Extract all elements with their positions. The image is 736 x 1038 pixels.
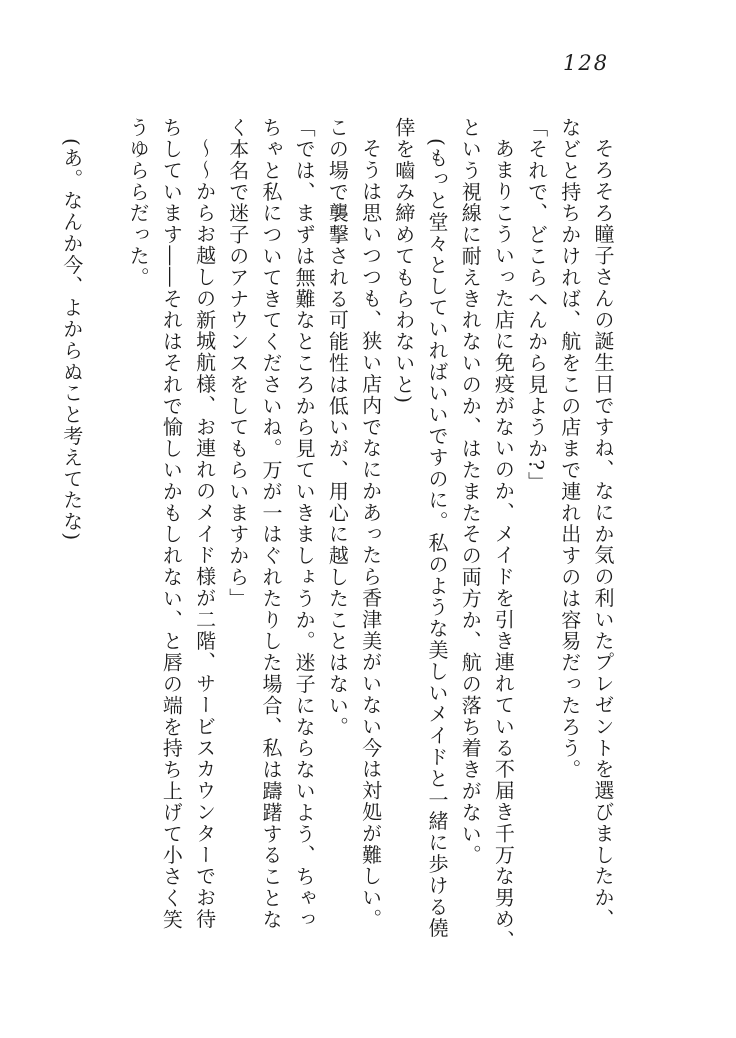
text-line: この場で襲撃される可能性は低いが、用心に越したことはない。 — [325, 117, 350, 738]
text-line: という視線に耐えきれないのか、はたまたその両方か、航の落ち着きがない。 — [458, 117, 483, 866]
text-line: 倖を嚙み締めてもらわないと) — [391, 117, 416, 405]
text-line: あまりこういった店に免疫がないのか、メイドを引き連れている不届き千万な男め、 — [491, 138, 516, 952]
text-line: などと持ちかければ、航をこの店まで連れ出すのは容易だったろう。 — [557, 117, 582, 781]
text-line: ちしています――それはそれで愉しいかもしれない、と唇の端を持ち上げて小さく笑 — [159, 117, 184, 931]
text-line: 「それで、どこらへんから見ようか?」 — [524, 117, 549, 493]
text-line: うゆららだった。 — [126, 117, 151, 289]
text-line: (あ。なんか今、よからぬこと考えてたな) — [59, 138, 84, 542]
text-line: (もっと堂々としていればいいですのに。私のような美しいメイドと一緒に歩ける僥 — [424, 138, 449, 940]
text-line: 〜〜からお越しの新城航様、お連れのメイド様が二階、サービスカウンターでお待 — [192, 138, 217, 931]
text-line: そろそろ瞳子さんの誕生日ですね、なにか気の利いたプレゼントを選びましたか、 — [591, 138, 615, 931]
blank-line — [88, 117, 121, 969]
text-line: ちゃと私についてきてくださいね。万が一はぐれたりした場合、私は躊躇することな — [258, 117, 283, 931]
text-line: そうは思いつつも、狭い店内でなにかあったら香津美がいない今は対処が難しい。 — [358, 138, 383, 931]
page-number: 128 — [563, 51, 610, 75]
text-block — [55, 117, 619, 969]
text-line: く本名で迷子のアナウンスをしてもらいますから」 — [225, 117, 250, 610]
text-line: 「では、まずは無難なところから見ていきましょうか。迷子にならないよう、ちゃっ — [292, 117, 317, 931]
